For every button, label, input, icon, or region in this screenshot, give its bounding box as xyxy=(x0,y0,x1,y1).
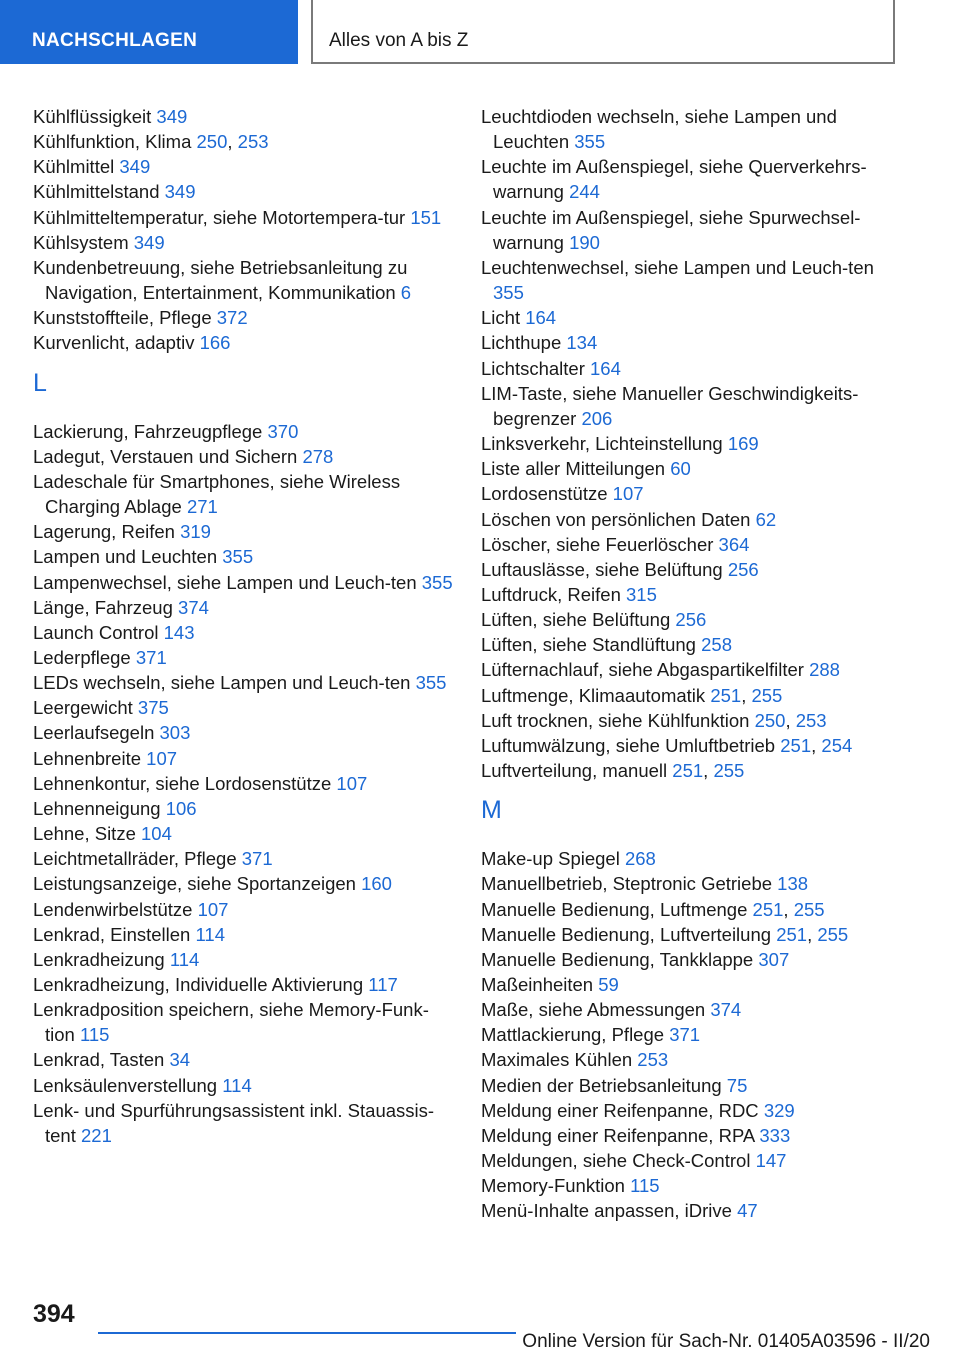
page-reference-link[interactable]: 114 xyxy=(195,923,225,945)
page-reference-link[interactable]: 117 xyxy=(368,974,398,995)
index-entry xyxy=(33,645,458,670)
index-entry xyxy=(33,997,458,1047)
page-reference-link[interactable]: 106 xyxy=(165,797,197,819)
page-reference-link[interactable]: 115 xyxy=(79,1024,110,1046)
page-reference-link[interactable]: 60 xyxy=(670,458,691,480)
index-column-left xyxy=(33,104,458,1148)
index-entry-term: Löscher, siehe Feuerlöscher xyxy=(481,533,714,555)
index-entry-term: Lichtschalter xyxy=(481,357,585,379)
page-reference-link[interactable]: 375 xyxy=(137,697,169,719)
page-reference-link[interactable]: 62 xyxy=(755,508,777,530)
page-reference-link[interactable]: 115 xyxy=(630,1175,660,1197)
index-entry xyxy=(33,796,458,821)
index-entry xyxy=(33,570,458,595)
footer-version xyxy=(0,1331,960,1353)
index-entry-term: Lehnenbreite xyxy=(33,747,142,769)
index-entry xyxy=(481,456,901,481)
index-entry xyxy=(33,1098,458,1148)
index-entry-term: Luftverteilung, manuell xyxy=(481,760,668,782)
index-entry-term: Licht xyxy=(481,307,521,329)
page-number: 394 xyxy=(33,1300,75,1328)
index-entry-term: Leichtmetallräder, Pflege xyxy=(33,848,237,870)
index-entry xyxy=(33,330,458,355)
index-entry-term: Lampenwechsel, siehe Lampen und Leuch-ten xyxy=(33,571,417,593)
page-reference-link[interactable]: 251 xyxy=(710,684,742,706)
index-entry-term: Liste aller Mitteilungen xyxy=(481,458,666,480)
index-entry xyxy=(481,1148,901,1173)
page-reference-link[interactable]: 288 xyxy=(809,659,840,681)
page-title: Alles von A bis Z xyxy=(311,0,895,64)
index-entry-term: Meldung einer Reifenpanne, RDC xyxy=(481,1099,759,1121)
index-entry xyxy=(481,1022,901,1047)
page-reference-link[interactable]: 104 xyxy=(141,823,172,845)
page-reference-link[interactable]: 371 xyxy=(241,848,273,870)
page-reference-link[interactable]: 253 xyxy=(637,1049,669,1071)
index-entry: Manuelle Bedienung, Luftverteilung 251, 255 xyxy=(481,923,849,945)
index-entry xyxy=(33,1047,458,1072)
page-reference-link[interactable]: 372 xyxy=(216,307,248,329)
page-reference-link[interactable]: 355 xyxy=(415,672,447,694)
index-entry xyxy=(481,1198,901,1223)
page-reference-link[interactable]: 349 xyxy=(164,181,196,203)
page-reference-link[interactable]: 271 xyxy=(186,496,218,518)
index-entry-term: Luftumwälzung, siehe Umluftbetrieb xyxy=(481,734,776,756)
index-entry xyxy=(33,897,458,922)
index-entry-term: Make-up Spiegel xyxy=(481,848,620,870)
section-tab: NACHSCHLAGEN xyxy=(0,0,298,64)
index-entry xyxy=(481,947,901,972)
index-entry-term: Lenkrad, Einstellen xyxy=(33,923,191,945)
page-reference-link[interactable]: 253 xyxy=(795,709,827,731)
index-entry-term: Lenkradheizung, Individuelle Aktivierung xyxy=(33,974,364,995)
index-entry-term: Lenk- und Spurführungsassistent inkl. Stauassis-tent xyxy=(33,1099,435,1146)
page-reference-link[interactable]: 134 xyxy=(566,332,598,354)
page-reference-link[interactable]: 147 xyxy=(755,1150,787,1172)
index-entry-term: Leistungsanzeige, siehe Sportanzeigen xyxy=(33,873,356,895)
page-reference-link[interactable]: 75 xyxy=(726,1074,748,1096)
index-entry xyxy=(33,620,458,645)
page-reference-link[interactable]: 349 xyxy=(119,156,151,178)
page-reference-link[interactable]: 250 xyxy=(754,709,786,731)
page-reference-link[interactable]: 255 xyxy=(817,923,849,945)
index-entry xyxy=(481,1098,901,1123)
index-entry xyxy=(33,871,458,896)
index-entry xyxy=(33,419,458,444)
index-entry xyxy=(33,595,458,620)
index-entry xyxy=(33,104,458,129)
section-letter: M xyxy=(481,796,502,825)
index-entry-term: Luftauslässe, siehe Belüftung xyxy=(481,558,723,580)
index-entry-term: Launch Control xyxy=(33,621,159,643)
index-entry xyxy=(33,821,458,846)
index-entry-term: Kühlsystem xyxy=(33,231,129,253)
index-entry-term: Memory-Funktion xyxy=(481,1175,625,1197)
page-reference-link[interactable]: 221 xyxy=(81,1124,112,1146)
page-reference-link[interactable]: 6 xyxy=(400,282,412,304)
index-entry-term: Lenkradposition speichern, siehe Memory-Funk-tion xyxy=(33,999,429,1046)
index-entry xyxy=(33,1073,458,1098)
index-entry xyxy=(481,1047,901,1072)
index-entry-term: Leuchte im Außenspiegel, siehe Querverkehrs-warnung xyxy=(481,156,867,203)
page-reference-link[interactable]: 355 xyxy=(574,131,606,153)
page-reference-link[interactable]: 166 xyxy=(199,332,231,354)
index-entry xyxy=(33,771,458,796)
page-reference-link[interactable]: 333 xyxy=(759,1124,791,1146)
page-reference-link[interactable]: 107 xyxy=(146,747,178,769)
page-reference-link[interactable]: 143 xyxy=(163,621,195,643)
index-entry-term: Lehne, Sitze xyxy=(33,823,136,845)
index-entry: Luftumwälzung, siehe Umluftbetrieb 251, 254 xyxy=(481,734,853,756)
index-entry xyxy=(481,871,901,896)
page-reference-link[interactable]: 250 xyxy=(196,131,228,153)
index-entry-term: Lederpflege xyxy=(33,646,131,668)
index-entry xyxy=(33,230,458,255)
index-entry xyxy=(481,1123,901,1148)
index-entry xyxy=(33,720,458,745)
page-reference-link[interactable]: 114 xyxy=(222,1074,252,1096)
index-entry xyxy=(481,255,901,305)
page-reference-link[interactable]: 164 xyxy=(590,357,621,379)
page-reference-link[interactable]: 371 xyxy=(669,1024,701,1046)
footer-version-text: Online Version für Sach-Nr. 01405A03596 - II/20 xyxy=(516,1331,930,1353)
page-reference-link[interactable]: 370 xyxy=(267,420,299,442)
index-entry xyxy=(481,431,901,456)
index-entry: Luftmenge, Klimaautomatik 251, 255 xyxy=(481,684,783,706)
page-reference-link[interactable]: 355 xyxy=(421,571,453,593)
page-reference-link[interactable]: 34 xyxy=(169,1049,191,1071)
index-entry xyxy=(481,972,901,997)
page-reference-link[interactable]: 253 xyxy=(237,131,269,153)
index-entry-term: Lüften, siehe Standlüftung xyxy=(481,634,696,656)
page-reference-link[interactable]: 251 xyxy=(780,734,812,756)
index-entry-term: Lordosenstütze xyxy=(481,483,608,505)
index-entry xyxy=(481,607,901,632)
index-entry-term: LIM-Taste, siehe Manueller Geschwindigkeits-begrenzer xyxy=(481,382,859,429)
index-entry-term: Leerlaufsegeln xyxy=(33,722,155,744)
page-reference-link[interactable]: 303 xyxy=(159,722,191,744)
index-entry xyxy=(481,657,901,682)
index-entry xyxy=(33,519,458,544)
index-entry-term: Linksverkehr, Lichteinstellung xyxy=(481,433,723,455)
index-entry-term: Kühlmittelstand xyxy=(33,181,160,203)
page-reference-link[interactable]: 258 xyxy=(701,634,732,656)
index-entry xyxy=(33,305,458,330)
page-reference-link[interactable]: 47 xyxy=(737,1200,758,1222)
index-entry-term: Kühlmitteltemperatur, siehe Motortempera-tur xyxy=(33,206,406,228)
page-reference-link[interactable]: 244 xyxy=(569,181,600,203)
index-entry-term: Lehnenkontur, siehe Lordosenstütze xyxy=(33,772,332,794)
page-reference-link[interactable]: 107 xyxy=(612,483,644,505)
page-reference-link[interactable]: 278 xyxy=(302,445,334,467)
page-reference-link[interactable]: 160 xyxy=(361,873,392,895)
page-reference-link[interactable]: 349 xyxy=(133,231,165,253)
index-entry xyxy=(33,922,458,947)
index-entry-term: Länge, Fahrzeug xyxy=(33,596,173,618)
index-entry xyxy=(481,632,901,657)
page-reference-link[interactable]: 190 xyxy=(569,231,600,253)
index-entry-term: Manuellbetrieb, Steptronic Getriebe xyxy=(481,873,773,895)
index-entry xyxy=(481,356,901,381)
page-reference-link[interactable]: 256 xyxy=(727,558,759,580)
index-entry xyxy=(33,972,458,997)
page-reference-link[interactable]: 255 xyxy=(713,760,745,782)
page-reference-link[interactable]: 371 xyxy=(135,646,167,668)
index-entry-term: Leuchte im Außenspiegel, siehe Spurwechsel-warnung xyxy=(481,206,861,253)
index-entry-term: Leuchtdioden wechseln, siehe Lampen und Leuchten xyxy=(481,106,837,153)
index-entry xyxy=(33,846,458,871)
index-entry xyxy=(481,557,901,582)
page-reference-link[interactable]: 319 xyxy=(180,521,211,543)
page-reference-link[interactable]: 315 xyxy=(626,583,657,605)
index-entry xyxy=(481,1073,901,1098)
index-entry-term: Manuelle Bedienung, Luftmenge xyxy=(481,898,748,920)
page-reference-link[interactable]: 268 xyxy=(624,848,656,870)
page-reference-link[interactable]: 355 xyxy=(493,282,524,304)
index-entry-term: Maße, siehe Abmessungen xyxy=(481,999,706,1021)
index-entry-term: Kühlfunktion, Klima xyxy=(33,131,192,153)
index-entry-term: Leuchtenwechsel, siehe Lampen und Leuch-ten xyxy=(481,256,874,278)
index-entry xyxy=(33,947,458,972)
index-entry-term: Lichthupe xyxy=(481,332,562,354)
index-entry-term: Lendenwirbelstütze xyxy=(33,898,193,920)
page-reference-link[interactable]: 374 xyxy=(710,999,742,1021)
index-entry-term: Kühlflüssigkeit xyxy=(33,106,152,127)
index-entry xyxy=(481,154,901,204)
index-entry-term: Luftdruck, Reifen xyxy=(481,583,621,605)
index-entry-term: Mattlackierung, Pflege xyxy=(481,1024,665,1046)
index-entry xyxy=(481,330,901,355)
index-entry-term: Lüfternachlauf, siehe Abgaspartikelfilter xyxy=(481,659,804,681)
index-entry xyxy=(33,154,458,179)
page-reference-link[interactable]: 206 xyxy=(581,407,613,429)
index-entry-term: Kühlmittel xyxy=(33,156,115,178)
index-entry-term: Lagerung, Reifen xyxy=(33,521,175,543)
index-entry xyxy=(481,104,901,154)
index-entry xyxy=(481,1173,901,1198)
index-entry: Luftverteilung, manuell 251, 255 xyxy=(481,760,745,782)
index-entry xyxy=(481,532,901,557)
page-reference-link[interactable]: 254 xyxy=(821,734,853,756)
index-entry xyxy=(481,846,901,871)
page-reference-link[interactable]: 307 xyxy=(758,948,790,970)
index-entry-term: Lüften, siehe Belüftung xyxy=(481,609,671,631)
page-reference-link[interactable]: 251 xyxy=(752,898,784,920)
index-entry-term: Lampen und Leuchten xyxy=(33,546,218,568)
index-entry: Manuelle Bedienung, Luftmenge 251, 255 xyxy=(481,898,825,920)
index-entry-term: Maximales Kühlen xyxy=(481,1049,633,1071)
index-entry xyxy=(481,305,901,330)
index-entry-term: Lehnenneigung xyxy=(33,797,161,819)
page-reference-link[interactable]: 114 xyxy=(169,948,200,970)
index-entry xyxy=(33,670,458,695)
index-entry xyxy=(33,544,458,569)
page-reference-link[interactable]: 251 xyxy=(776,923,808,945)
index-entry xyxy=(33,255,458,305)
page-reference-link[interactable]: 251 xyxy=(672,760,704,782)
page-reference-link[interactable]: 138 xyxy=(777,873,809,895)
page-reference-link[interactable]: 329 xyxy=(763,1099,795,1121)
index-entry xyxy=(33,444,458,469)
index-entry-term: Löschen von persönlichen Daten xyxy=(481,508,751,530)
index-entry-term: Medien der Betriebsanleitung xyxy=(481,1074,722,1096)
index-entry-term: Meldungen, siehe Check-Control xyxy=(481,1150,751,1172)
page-reference-link[interactable]: 349 xyxy=(156,106,188,127)
page-reference-link[interactable]: 107 xyxy=(197,898,229,920)
index-entry xyxy=(33,469,458,519)
index-entry-term: Menü-Inhalte anpassen, iDrive xyxy=(481,1200,732,1222)
index-entry-term: Manuelle Bedienung, Tankklappe xyxy=(481,948,754,970)
page-reference-link[interactable]: 59 xyxy=(598,974,619,995)
index-column-right xyxy=(481,104,901,1224)
index-entry-term: Ladegut, Verstauen und Sichern xyxy=(33,445,298,467)
page-reference-link[interactable]: 169 xyxy=(727,433,759,455)
index-entry xyxy=(481,381,901,431)
index-entry: Kühlfunktion, Klima 250, 253 xyxy=(33,131,269,153)
index-entry-term: Maßeinheiten xyxy=(481,974,594,995)
index-entry xyxy=(481,582,901,607)
index-entry-term: Lenkradheizung xyxy=(33,948,165,970)
page-reference-link[interactable]: 151 xyxy=(410,206,442,228)
index-entry-term: Ladeschale für Smartphones, siehe Wireless Charging Ablage xyxy=(33,470,401,518)
index-entry xyxy=(481,997,901,1022)
index-entry-term: Manuelle Bedienung, Luftverteilung xyxy=(481,923,772,945)
index-entry-term: Kurvenlicht, adaptiv xyxy=(33,332,195,354)
page-reference-link[interactable]: 255 xyxy=(793,898,825,920)
index-entry xyxy=(33,179,458,204)
page-reference-link[interactable]: 374 xyxy=(178,596,209,618)
index-entry-term: Meldung einer Reifenpanne, RPA xyxy=(481,1124,755,1146)
index-entry-term: Kunststoffteile, Pflege xyxy=(33,307,212,329)
index-entry-term: Kundenbetreuung, siehe Betriebsanleitung zu Navigation, Entertainment, Kommunikation xyxy=(33,256,408,304)
index-entry: Luft trocknen, siehe Kühlfunktion 250, 253 xyxy=(481,709,827,731)
page-reference-link[interactable]: 364 xyxy=(718,533,750,555)
index-entry xyxy=(481,205,901,255)
index-entry-term: Lackierung, Fahrzeugpflege xyxy=(33,420,263,442)
index-entry-term: Leergewicht xyxy=(33,697,133,719)
index-entry xyxy=(481,507,901,532)
index-entry-term: Luftmenge, Klimaautomatik xyxy=(481,684,706,706)
section-letter: L xyxy=(33,368,47,397)
index-entry-term: Lenksäulenverstellung xyxy=(33,1074,218,1096)
page-reference-link[interactable]: 355 xyxy=(222,546,254,568)
page-reference-link[interactable]: 256 xyxy=(675,609,707,631)
index-entry xyxy=(33,746,458,771)
index-entry xyxy=(33,205,458,230)
page-reference-link[interactable]: 164 xyxy=(525,307,557,329)
index-entry-term: Lenkrad, Tasten xyxy=(33,1049,165,1071)
page-reference-link[interactable]: 107 xyxy=(336,772,368,794)
index-entry-term: LEDs wechseln, siehe Lampen und Leuch-ten xyxy=(33,672,411,694)
page-reference-link[interactable]: 255 xyxy=(751,684,783,706)
index-entry xyxy=(481,481,901,506)
index-entry-term: Luft trocknen, siehe Kühlfunktion xyxy=(481,709,750,731)
index-entry xyxy=(33,695,458,720)
